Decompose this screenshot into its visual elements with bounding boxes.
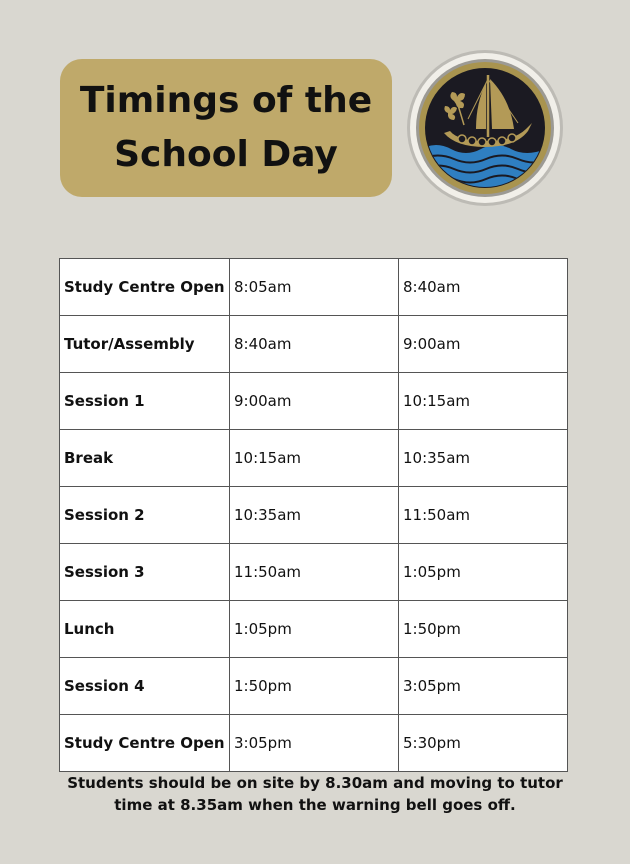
end-time: 10:15am	[399, 373, 568, 430]
row-label: Tutor/Assembly	[60, 316, 230, 373]
end-time: 11:50am	[399, 487, 568, 544]
end-time: 5:30pm	[399, 715, 568, 772]
row-label: Lunch	[60, 601, 230, 658]
table-row	[60, 259, 568, 316]
title-box	[60, 59, 392, 197]
row-label: Session 2	[60, 487, 230, 544]
page-title-line-1: Timings of the	[79, 80, 373, 121]
row-label: Break	[60, 430, 230, 487]
start-time: 8:05am	[230, 259, 399, 316]
table-row	[60, 487, 568, 544]
start-time: 1:05pm	[230, 601, 399, 658]
timings-table	[59, 258, 568, 772]
start-time: 3:05pm	[230, 715, 399, 772]
end-time: 1:50pm	[399, 601, 568, 658]
start-time: 9:00am	[230, 373, 399, 430]
end-time: 10:35am	[399, 430, 568, 487]
end-time: 1:05pm	[399, 544, 568, 601]
start-time: 10:15am	[230, 430, 399, 487]
start-time: 11:50am	[230, 544, 399, 601]
arrival-note-line-1: Students should be on site by 8.30am and moving to tutor	[67, 774, 563, 792]
end-time: 3:05pm	[399, 658, 568, 715]
page-title-line-2: School Day	[114, 134, 338, 175]
table-row	[60, 544, 568, 601]
row-label: Session 1	[60, 373, 230, 430]
table-row	[60, 715, 568, 772]
table-row	[60, 373, 568, 430]
school-crest-icon	[406, 49, 564, 207]
table-row	[60, 316, 568, 373]
table-row	[60, 658, 568, 715]
row-label: Session 4	[60, 658, 230, 715]
table-row	[60, 601, 568, 658]
table-row	[60, 430, 568, 487]
row-label: Study Centre Open	[60, 259, 230, 316]
row-label: Study Centre Open	[60, 715, 230, 772]
row-label: Session 3	[60, 544, 230, 601]
start-time: 8:40am	[230, 316, 399, 373]
end-time: 9:00am	[399, 316, 568, 373]
arrival-note-line-2: time at 8.35am when the warning bell goes off.	[114, 796, 516, 814]
start-time: 1:50pm	[230, 658, 399, 715]
end-time: 8:40am	[399, 259, 568, 316]
start-time: 10:35am	[230, 487, 399, 544]
arrival-note	[40, 772, 590, 816]
